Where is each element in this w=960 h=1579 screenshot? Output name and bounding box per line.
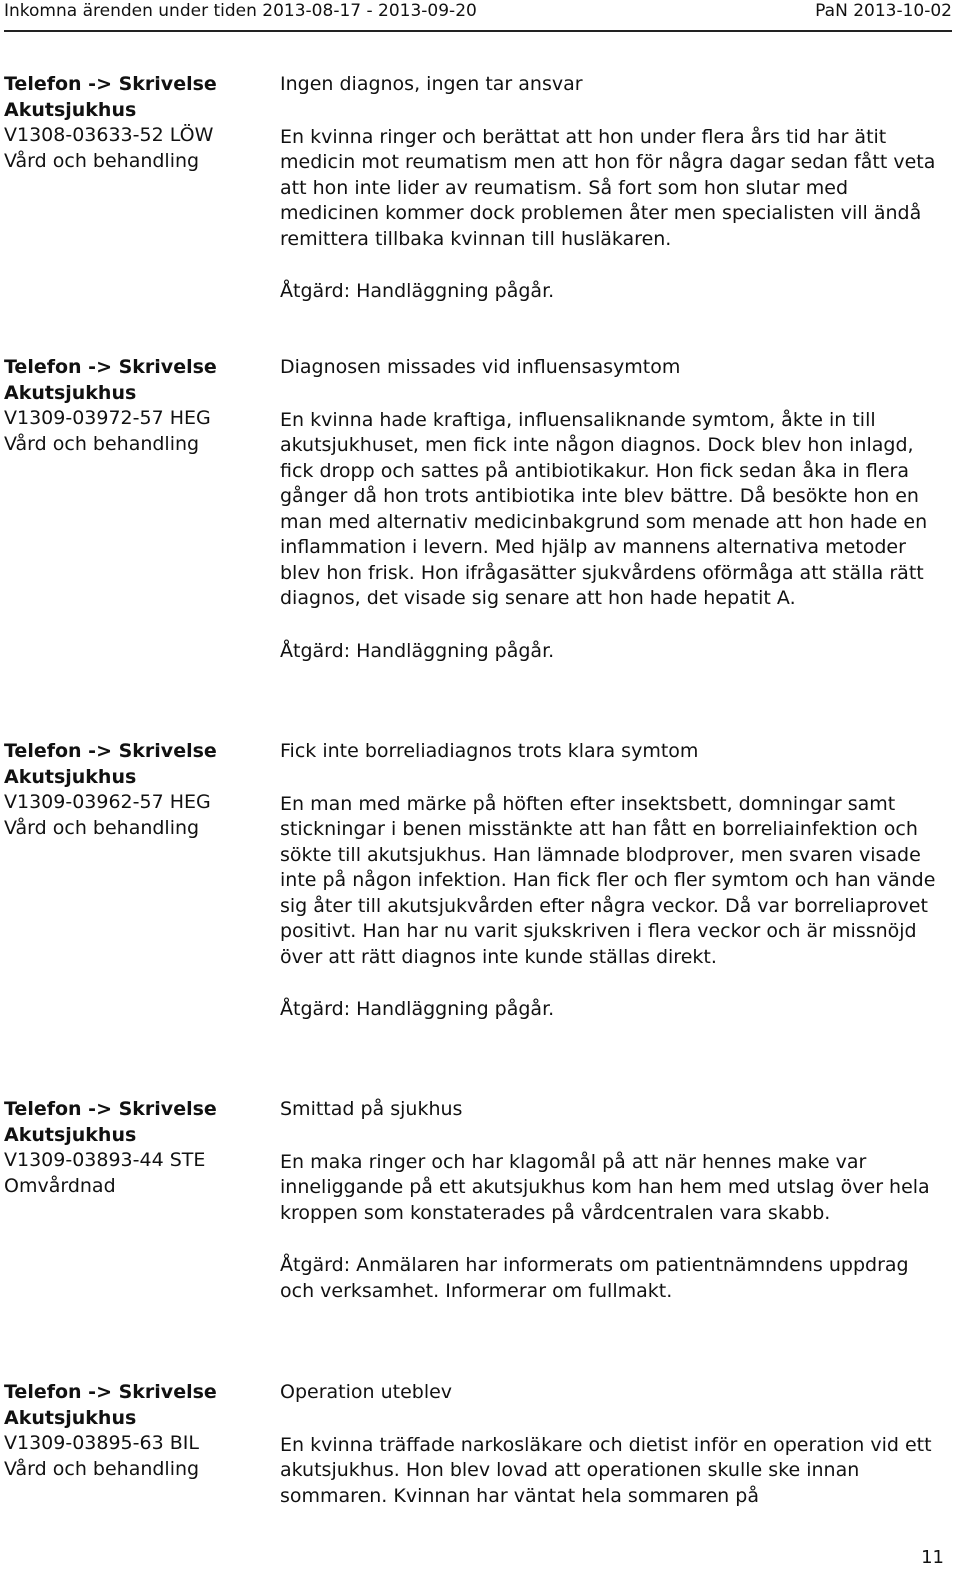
case-content [280,1380,940,1509]
case-channel: Telefon -> Skrivelse [4,73,217,95]
case-meta [4,739,274,841]
case-category: Vård och behandling [4,432,200,455]
case-body: En kvinna ringer och berättat att hon under flera års tid har ätit medicin mot reumatism men att hon för några dagar sedan fått veta att hon inte lider av reumatism. Så fort som hon slutar med medicinen kommer dock problemen åter men specialisten vill ändå remittera tillbaka kvinnan till husläkaren. [280,125,936,250]
case-heading: Ingen diagnos, ingen tar ansvar [280,73,583,95]
report-date: PaN 2013-10-02 [815,1,952,21]
case-body: En kvinna hade kraftiga, influensaliknande symtom, åkte in till akutsjukhuset, men fick inte någon diagnos. Dock blev hon inlagd, fick dropp och sattes på antibiotikakur. Hon fick sedan åka in flera gånger då hon trots antibiotika inte blev bättre. Då besökte hon en man med alternativ medicinbakgrund som menade att hon hade en inflammation i levern. Med hjälp av mannens alternativa metoder blev hon frisk. Hon ifrågasätter sjukvårdens oförmåga att ställa rätt diagnos, det visade sig senare att hon hade hepatit A. [280,408,928,609]
case-heading: Fick inte borreliadiagnos trots klara symtom [280,740,699,762]
case-id: V1309-03895-63 BIL [4,1432,199,1454]
case-meta [4,1380,274,1482]
report-title: Inkomna ärenden under tiden 2013-08-17 - 2013-09-20 [4,1,477,21]
case-category: Vård och behandling [4,1457,200,1480]
case-body: En maka ringer och har klagomål på att när hennes make var inneliggande på ett akutsjukhus kom han hem med utslag över hela kroppen som konstaterades på vårdcentralen vara skabb. [280,1150,930,1224]
page-header [4,0,952,32]
case-body: En kvinna träffade narkosläkare och dietist inför en operation vid ett akutsjukhus. Hon blev lovad att operationen skulle ske innan sommaren. Kvinnan har väntat hela sommaren på [280,1433,932,1507]
case-id: V1308-03633-52 LÖW [4,124,214,146]
case-content [280,355,940,664]
case-channel: Telefon -> Skrivelse [4,1381,217,1403]
case-category: Vård och behandling [4,149,200,172]
case-id: V1309-03972-57 HEG [4,407,211,429]
case-unit: Akutsjukhus [4,98,137,121]
case-id: V1309-03962-57 HEG [4,791,211,813]
case-content [280,1097,940,1304]
case-heading: Diagnosen missades vid influensasymtom [280,356,681,378]
case-channel: Telefon -> Skrivelse [4,740,217,762]
case-meta [4,1097,274,1199]
case-category: Vård och behandling [4,816,200,839]
case-content [280,739,940,1023]
case-category: Omvårdnad [4,1174,116,1197]
case-content [280,72,940,305]
case-body: En man med märke på höften efter insektsbett, domningar samt stickningar i benen misstänkte att han fått en borreliainfektion och sökte till akutsjukhus. Han lämnade blodprover, men svaren visade inte på någon infektion. Han fick fler och fler symtom och han vände sig åter till akutsjukvården efter några veckor. Då var borreliaprovet positivt. Han har nu varit sjukskriven i flera veckor och är missnöjd över att rätt diagnos inte kunde ställas direkt. [280,792,936,968]
case-action: Åtgärd: Handläggning pågår. [280,998,555,1020]
case-meta [4,72,274,174]
case-action: Åtgärd: Handläggning pågår. [280,639,555,662]
case-unit: Akutsjukhus [4,765,137,788]
case-unit: Akutsjukhus [4,1123,137,1146]
case-unit: Akutsjukhus [4,1406,137,1429]
page-number: 11 [921,1547,944,1568]
case-heading: Operation uteblev [280,1381,453,1403]
case-action: Åtgärd: Handläggning pågår. [280,280,555,302]
case-heading: Smittad på sjukhus [280,1098,463,1120]
case-unit: Akutsjukhus [4,381,137,404]
case-action: Åtgärd: Anmälaren har informerats om patientnämndens uppdrag och verksamhet. Informerar om fullmakt. [280,1254,909,1302]
case-id: V1309-03893-44 STE [4,1149,206,1171]
case-channel: Telefon -> Skrivelse [4,1098,217,1120]
case-meta [4,355,274,457]
case-channel: Telefon -> Skrivelse [4,356,217,378]
